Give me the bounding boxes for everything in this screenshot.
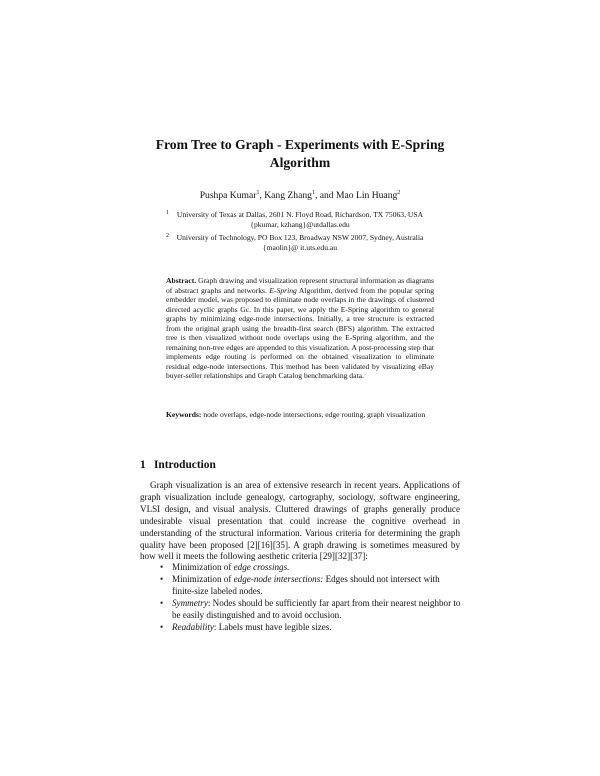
paper-title: [120, 136, 480, 172]
affiliation-1: [150, 210, 450, 230]
author-2-affil: 1: [311, 189, 315, 196]
author-3-affil: 2: [397, 189, 401, 196]
list-item-text: Minimization of: [172, 573, 234, 584]
list-item: [160, 598, 462, 622]
affiliation-1-number: 1: [166, 210, 169, 216]
keywords-text: node overlaps, edge-node intersections, edge routing, graph visualization: [201, 410, 426, 419]
author-3: , and Mao Lin Huang: [314, 190, 398, 201]
list-item: [160, 562, 462, 574]
list-item: [160, 574, 462, 598]
author-1: Pushpa Kumar: [199, 190, 257, 201]
affiliation-1-address: University of Texas at Dallas, 2601 N. Floyd Road, Richardson, TX 75063, USA: [176, 210, 424, 219]
affiliation-1-email: {pkumar, kzhang}@utdallas.edu: [250, 220, 350, 229]
list-item-emphasis: Symmetry: [172, 597, 208, 608]
criteria-list: [160, 562, 462, 633]
author-1-affil: 1: [256, 189, 260, 196]
affiliation-2-address: University of Technology, PO Box 123, Broadway NSW 2007, Sydney, Australia: [176, 233, 424, 242]
list-item: [160, 622, 462, 634]
bullet-icon: •: [160, 597, 164, 608]
section-title: Introduction: [154, 459, 216, 471]
section-heading: [140, 459, 216, 471]
bullet-icon: •: [160, 562, 164, 572]
list-item-emphasis: Readability: [172, 621, 214, 632]
list-item-text-tail: : Nodes should be sufficiently far apart from their nearest neighbor to be easily distinguished and to avoid occlusion.: [172, 597, 461, 620]
keywords-label: Keywords:: [166, 410, 202, 419]
abstract-text-2: Algorithm, derived from the popular spring embedder model, was proposed to eliminate node overlaps in the drawings of clustered directed acyclic graphs Gc. In this paper, we apply the E-Spring algorithm to general graphs by minimizing edge-node intersections. Initially, a tree structure is extracted from the original graph using the breadth-first search (BFS) algorithm. The extracted tree is then visualized without node overlaps using the E-Spring algorithm, and the remaining non-tree edges are appended to this visualization. A post-processing step that implements edge routing is performed on the obtained visualization to eliminate residual edge-node intersections. This method has been validated by visualizing eBay buyer-seller relationships and Graph Catalog benchmarking data.: [166, 285, 434, 381]
intro-paragraph: Graph visualization is an area of extensive research in recent years. Applications of graph visualization include genealogy, cartography, sociology, software engineering, VLSI design, and visual analysis. Cluttered drawings of graphs generally produce undesirable visual presentation that could increase the cognitive overhead in understanding of the structural information. Various criteria for determining the graph quality have been proposed [2][16][35]. A graph drawing is sometimes measured by how well it meets the following aesthetic criteria [29][32][37]:: [140, 480, 460, 562]
affiliation-2-number: 2: [166, 233, 169, 239]
keywords: [166, 410, 434, 420]
list-item-text: Minimization of: [172, 562, 234, 572]
title-line-1: From Tree to Graph - Experiments with E-Spring: [155, 137, 445, 152]
abstract-emphasis: E-Spring: [269, 285, 297, 295]
section-number: 1: [140, 459, 146, 471]
affiliation-2-email: {maolin}@ it.uts.edu.au: [262, 243, 338, 252]
abstract-label: Abstract.: [166, 276, 197, 285]
bullet-icon: •: [160, 621, 164, 632]
bullet-icon: •: [160, 573, 164, 584]
author-2: , Kang Zhang: [259, 190, 312, 201]
list-item-text-tail: : Labels must have legible sizes.: [213, 621, 332, 632]
abstract-text-1: Graph drawing and visualization represent structural information as diagrams of abstract graphs and networks.: [166, 276, 434, 295]
list-item-emphasis: edge crossings.: [233, 562, 290, 572]
list-item-emphasis: edge-node intersections:: [233, 573, 324, 584]
abstract: [166, 276, 434, 381]
author-list: [120, 190, 480, 201]
title-line-2: Algorithm: [269, 155, 331, 170]
list-item-text-tail: Edges should not intersect with finite-size labeled nodes.: [172, 573, 440, 596]
affiliations: [150, 210, 450, 253]
affiliation-2: [150, 233, 450, 253]
